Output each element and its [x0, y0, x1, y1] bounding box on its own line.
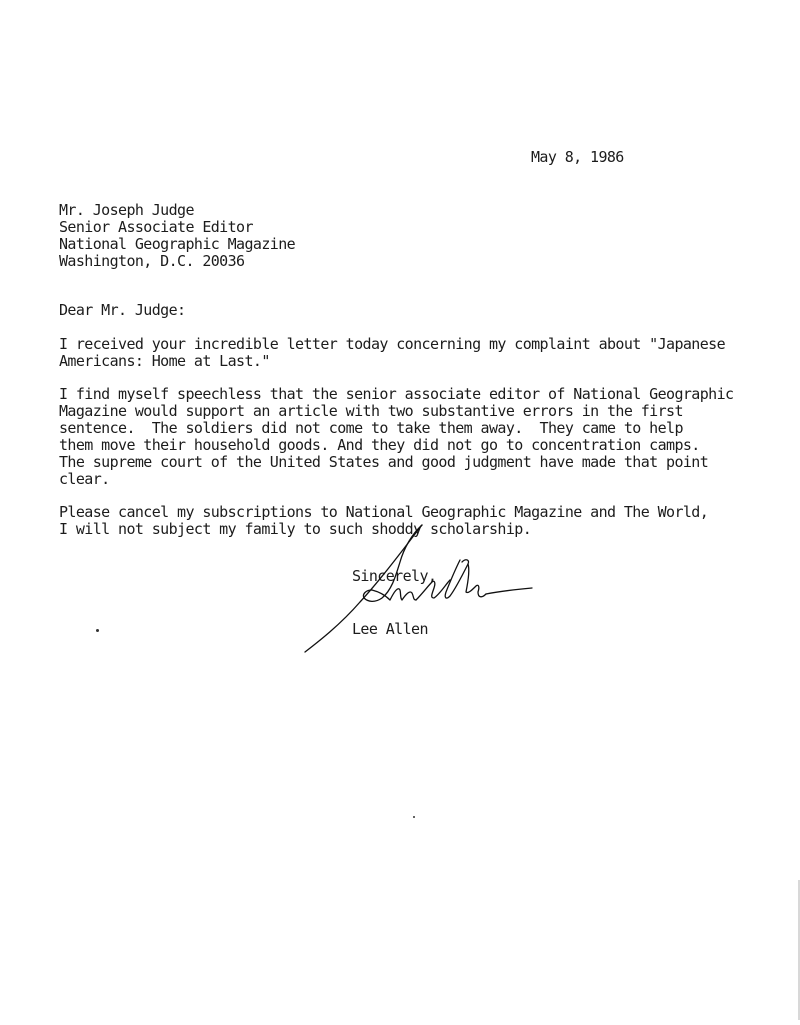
salutation-text: Dear Mr. Judge: [59, 301, 186, 319]
recipient-address [59, 202, 295, 270]
paragraph-line: Magazine would support an article with two substantive errors in the first [59, 402, 683, 420]
paragraph-line: The supreme court of the United States and good judgment have made that point [59, 453, 709, 471]
paragraph-1 [59, 336, 725, 370]
paragraph-line: I find myself speechless that the senior associate editor of National Geographic [59, 385, 734, 403]
closing: Sincerely, [352, 567, 437, 585]
paragraph-line: them move their household goods. And they did not go to concentration camps. [59, 436, 700, 454]
paragraph-line: Americans: Home at Last." [59, 352, 270, 370]
signer-name: Lee Allen [352, 620, 428, 638]
paragraph-line: sentence. The soldiers did not come to take them away. They came to help [59, 419, 683, 437]
recipient-organization: National Geographic Magazine [59, 235, 296, 253]
paper-speck [413, 816, 415, 818]
recipient-city: Washington, D.C. 20036 [59, 252, 245, 270]
recipient-title: Senior Associate Editor [59, 218, 253, 236]
recipient-name: Mr. Joseph Judge [59, 201, 194, 219]
paper-speck [96, 629, 99, 632]
paragraph-line: I received your incredible letter today concerning my complaint about "Japanese [59, 335, 726, 353]
paragraph-line: Please cancel my subscriptions to National Geographic Magazine and The World, [59, 503, 709, 521]
paragraph-line: clear. [59, 470, 110, 488]
salutation [59, 302, 185, 319]
handwritten-signature-icon [300, 520, 540, 660]
letter-date: May 8, 1986 [531, 148, 624, 166]
paragraph-line: I will not subject my family to such shoddy scholarship. [59, 520, 532, 538]
paragraph-2 [59, 386, 733, 488]
